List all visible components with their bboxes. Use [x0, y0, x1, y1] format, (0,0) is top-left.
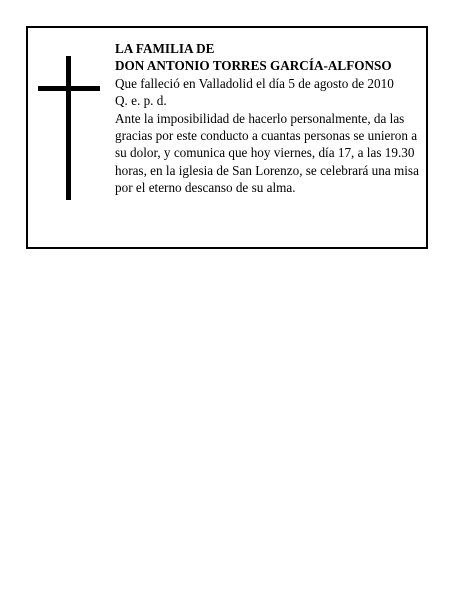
rip-line: Q. e. p. d. [115, 93, 167, 109]
death-line: Que falleció en Valladolid el día 5 de agosto de 2010 [115, 75, 394, 91]
cross-icon [38, 56, 100, 200]
notice-body: Ante la imposibilidad de hacerlo personalmente, da las gracias por este conducto a cuantas personas se unieron a su dolor, y comunica que hoy viernes, día 17, a las 19.30 horas, en la iglesia de San Lorenzo, se celebrará una misa por el eterno descanso de su alma. [115, 110, 419, 196]
obituary-notice [26, 26, 428, 249]
family-line: LA FAMILIA DE [115, 41, 215, 56]
cross-vertical-bar [66, 56, 71, 200]
cross-horizontal-bar [38, 86, 100, 91]
notice-text [115, 40, 421, 197]
deceased-name: DON ANTONIO TORRES GARCÍA-ALFONSO [115, 58, 392, 74]
